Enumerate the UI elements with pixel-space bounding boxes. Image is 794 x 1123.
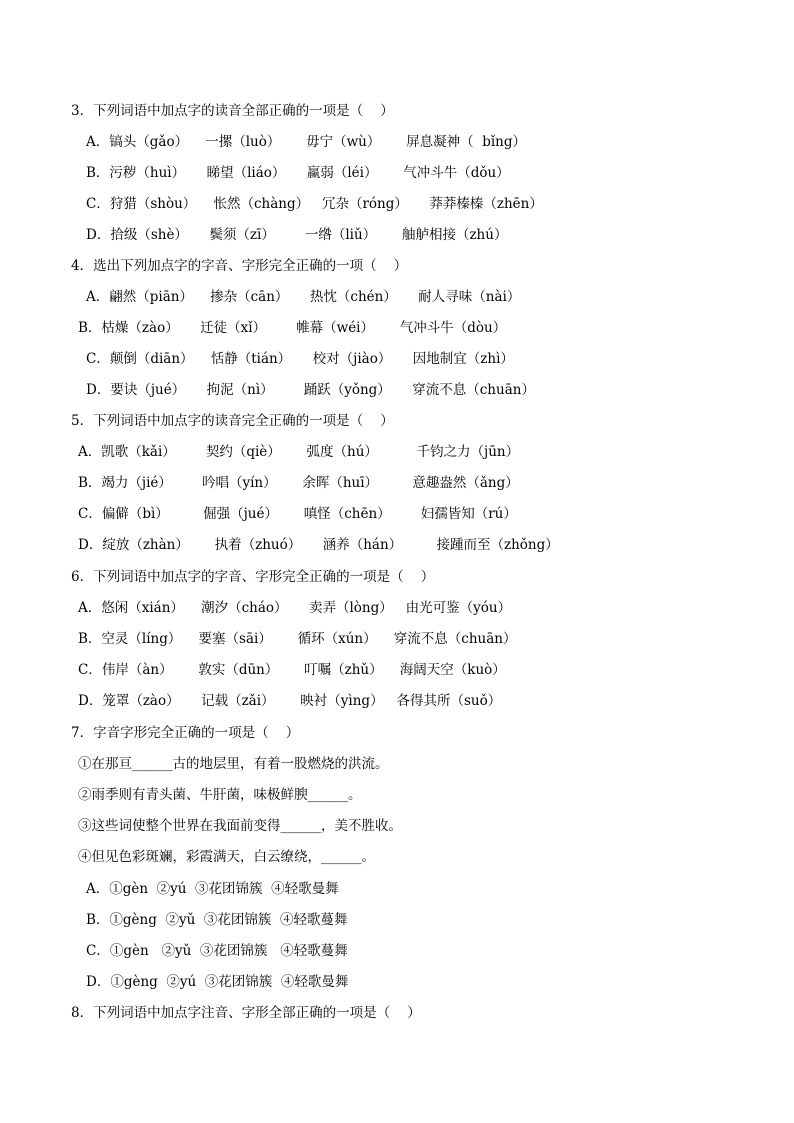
question-3-option-a: A．镐头（gǎo） 一摞（luò） 毋宁（wù） 屏息凝神（ bǐng） xyxy=(86,134,526,150)
question-3-option-b: B．污秽（huì） 睇望（liáo） 赢弱（léi） 气冲斗牛（dǒu） xyxy=(86,165,510,181)
question-7-sentence-1: ①在那亘______古的地层里，有着一股燃烧的洪流。 xyxy=(78,756,389,772)
question-7-stem: 7．字音字形完全正确的一项是（ ） xyxy=(71,725,300,741)
question-5-option-c: C．偏僻（bì） 倔强（jué） 嗔怪（chēn） 妇孺皆知（rú） xyxy=(78,506,517,522)
question-6-stem: 6．下列词语中加点字的字音、字形完全正确的一项是（ ） xyxy=(71,569,435,585)
question-7-option-d: D．①gèng ②yú ③花团锦簇 ④轻歌曼舞 xyxy=(86,974,349,990)
question-7-option-a: A．①gèn ②yú ③花团锦簇 ④轻歌曼舞 xyxy=(86,881,339,897)
question-4-option-b: B．枯燥（zào） 迁徒（xǐ） 帷幕（wéi） 气冲斗牛（dòu） xyxy=(78,320,507,336)
question-7-sentence-3: ③这些词使整个世界在我面前变得______，美不胜收。 xyxy=(78,818,402,834)
question-6-option-a: A．悠闲（xián） 潮汐（cháo） 卖弄（lòng） 由光可鉴（yóu） xyxy=(78,600,512,616)
question-4-option-a: A．翩然（piān） 掺杂（cān） 热忱（chén） 耐人寻味（nài） xyxy=(86,289,521,305)
question-4-stem: 4．选出下列加点字的字音、字形完全正确的一项（ ） xyxy=(71,258,408,274)
question-7-option-b: B．①gèng ②yǔ ③花团锦簇 ④轻歌蔓舞 xyxy=(86,912,348,928)
question-3-option-d: D．拾级（shè） 鬓须（zī） 一绺（liǔ） 舳舻相接（zhú） xyxy=(86,227,508,243)
question-3-option-c: C．狩猎（shòu） 怅然（chàng） 冗杂（róng） 莽莽榛榛（zhēn） xyxy=(86,196,543,212)
question-5-option-d: D．绽放（zhàn） 执着（zhuó） 涵养（hán） 接踵而至（zhǒng） xyxy=(78,537,559,553)
question-5-stem: 5．下列词语中加点字的读音完全正确的一项是（ ） xyxy=(71,413,394,429)
question-5-option-a: A．凯歌（kǎi） 契约（qiè） 弧度（hú） 千钧之力（jūn） xyxy=(78,444,520,460)
question-7-sentence-4: ④但见色彩斑斓，彩霞满天，白云缭绕，______。 xyxy=(78,849,375,865)
question-6-option-b: B．空灵（líng） 要塞（sāi） 循环（xún） 穿流不息（chuān） xyxy=(78,631,517,647)
question-8-stem: 8．下列词语中加点字注音、字形全部正确的一项是（ ） xyxy=(71,1005,421,1021)
question-4-option-d: D．要诀（jué） 拘泥（nì） 踊跃（yǒng） 穿流不息（chuān） xyxy=(86,382,535,398)
question-6-option-d: D．笼罩（zào） 记载（zǎi） 映衬（yìng） 各得其所（suǒ） xyxy=(78,693,502,709)
question-6-option-c: C．伟岸（àn） 敦实（dūn） 叮嘱（zhǔ） 海阔天空（kuò） xyxy=(78,662,506,678)
question-4-option-c: C．颠倒（diān） 恬静（tián） 校对（jiào） 因地制宜（zhì） xyxy=(86,351,514,367)
question-7-sentence-2: ②雨季则有青头菌、牛肝菌，味极鲜腴______。 xyxy=(78,787,362,803)
question-3-stem: 3．下列词语中加点字的读音全部正确的一项是（ ） xyxy=(71,103,394,119)
question-7-option-c: C．①gèn ②yǔ ③花团锦簇 ④轻歌蔓舞 xyxy=(86,943,348,959)
question-5-option-b: B．竭力（jié） 吟唱（yín） 余晖（huī） 意趣盎然（ǎng） xyxy=(78,475,519,491)
